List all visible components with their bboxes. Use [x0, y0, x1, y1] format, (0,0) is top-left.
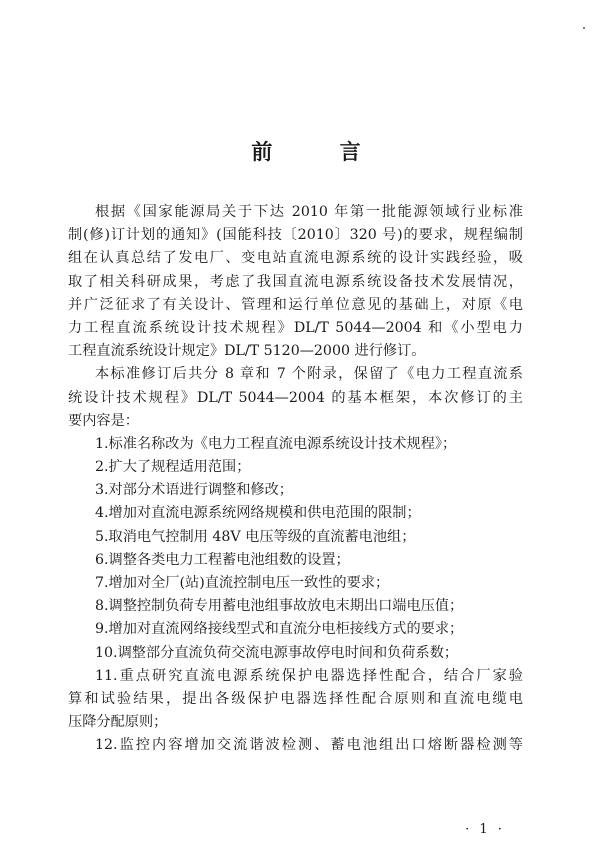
list-item: 3.对部分术语进行调整和修改； — [95, 482, 293, 499]
list-item: 4.增加对直流电源系统网络规模和供电范围的限制； — [95, 505, 421, 522]
text-line: 统设计技术规程》DL/T 5044—2004 的基本框架，本次修订的主 — [68, 389, 523, 406]
text-line: 根据《国家能源局关于下达 2010 年第一批能源领域行业标准 — [95, 204, 523, 220]
text-line: 制(修)订计划的通知》(国能科技〔2010〕320 号)的要求，规程编制 — [68, 227, 523, 244]
list-item: 10.调整部分直流负荷交流电源事故停电时间和负荷系数； — [95, 644, 459, 661]
text-line: 并广泛征求了有关设计、管理和运行单位意见的基础上，对原《电 — [68, 296, 523, 313]
list-item: 6.调整各类电力工程蓄电池组数的设置； — [95, 551, 350, 568]
body-text — [68, 201, 523, 758]
list-item: 11.重点研究直流电源系统保护电器选择性配合，结合厂家验 — [95, 667, 523, 684]
page-number: · 1 · — [465, 822, 505, 837]
text-line: 工程直流系统设计规定》DL/T 5120—2000 进行修订。 — [68, 343, 426, 360]
list-item-continuation: 算和试验结果，提出各级保护电器选择性配合原则和直流电缆电 — [68, 690, 523, 707]
page-title: 前 言 — [251, 139, 391, 164]
revision-list — [68, 433, 523, 758]
text-line: 组在认真总结了发电厂、变电站直流电源系统的设计实践经验，吸 — [68, 250, 523, 267]
list-item: 1.标准名称改为《电力工程直流电源系统设计技术规程》； — [95, 435, 457, 452]
list-item: 2.扩大了规程适用范围； — [95, 459, 251, 476]
list-item: 8.调整控制负荷专用蓄电池组事故放电末期出口端电压值； — [95, 598, 464, 615]
paragraph-2 — [68, 363, 523, 433]
text-line: 本标准修订后共分 8 章和 7 个附录，保留了《电力工程直流系 — [95, 366, 523, 383]
paragraph-1 — [68, 201, 523, 363]
list-item: 5.取消电气控制用 48V 电压等级的直流蓄电池组； — [95, 528, 416, 545]
list-item: 9.增加对直流网络接线型式和直流分电柜接线方式的要求； — [95, 621, 464, 638]
scan-speck — [583, 27, 585, 29]
list-item: 12.监控内容增加交流谐波检测、蓄电池组出口熔断器检测等 — [95, 737, 523, 754]
list-item: 7.增加对全厂(站)直流控制电压一致性的要求； — [95, 575, 390, 591]
text-line: 力工程直流系统设计技术规程》DL/T 5044—2004 和《小型电力 — [68, 319, 523, 336]
text-line: 取了相关科研成果，考虑了我国直流电源系统设备技术发展情况， — [68, 273, 523, 290]
list-item-continuation: 压降分配原则； — [68, 714, 168, 731]
text-line: 要内容是： — [68, 412, 139, 429]
